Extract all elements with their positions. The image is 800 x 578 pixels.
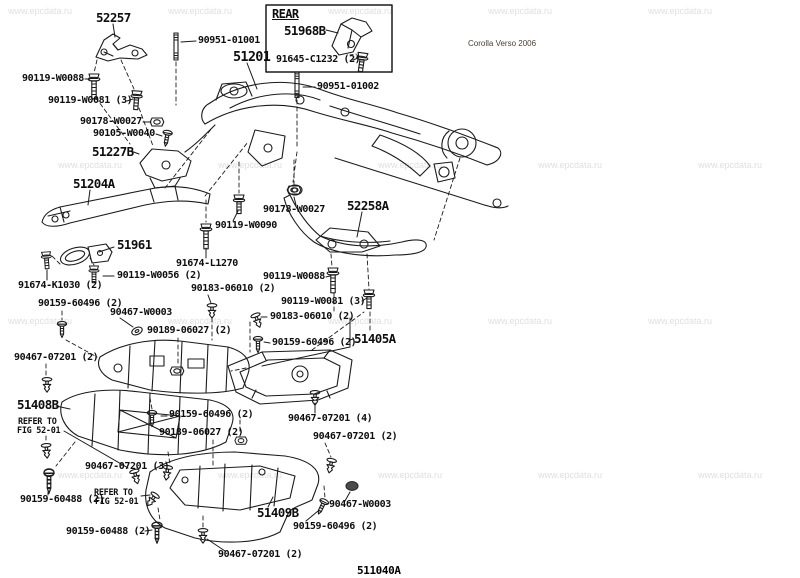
part-label-90119-w0056: 90119-W0056 (2) — [117, 270, 202, 281]
watermark-text: www.epcdata.ru — [698, 160, 763, 170]
part-label-52257: 52257 — [96, 10, 131, 25]
bolt-90119-w0088-2-icon — [327, 268, 339, 293]
part-label-51405a: 51405A — [354, 331, 396, 346]
watermark-text: www.epcdata.ru — [328, 316, 393, 326]
part-label-90467-07201-3: 90467-07201 (3) — [85, 461, 170, 472]
part-label-90178-w0027: 90178-W0027 — [80, 116, 142, 127]
watermark-text: www.epcdata.ru — [538, 160, 603, 170]
vehicle-model-note: Corolla Verso 2006 — [468, 39, 537, 48]
part-label-51961: 51961 — [117, 237, 152, 252]
part-label-51227b: 51227B — [92, 144, 134, 159]
clip-90467-07201-5-icon — [198, 529, 208, 544]
watermark-text: www.epcdata.ru — [488, 316, 553, 326]
part-label-51204a: 51204A — [73, 176, 115, 191]
part-label-90467-07201: 90467-07201 (2) — [14, 352, 99, 363]
part-label-52258a: 52258A — [347, 198, 389, 213]
screw-90105-w0040-icon — [161, 130, 173, 147]
part-label-51408b: 51408B — [17, 397, 59, 412]
part-label-90183-06010: 90183-06010 (2) — [191, 283, 276, 294]
watermark-text: www.epcdata.ru — [378, 470, 443, 480]
nut-90189-06027-2-icon — [235, 437, 247, 444]
part-label-90189-06027: 90189-06027 (2) — [147, 325, 232, 336]
part-label-90159-60496-3: 90159-60496 (2) — [169, 409, 254, 420]
watermark-text: www.epcdata.ru — [168, 316, 233, 326]
part-label-51201: 51201 — [233, 49, 271, 65]
brace-51204a-art — [42, 186, 210, 226]
part-label-90467-w0003: 90467-W0003 — [110, 307, 172, 318]
part-label-90467-07201-5: 90467-07201 (2) — [218, 549, 303, 560]
refer-note2-line2: FIG 52-01 — [95, 497, 139, 507]
part-label-51409b: 51409B — [257, 505, 299, 520]
part-label-90467-w0003-2: 90467-W0003 — [329, 499, 391, 510]
stud-90951-01002-icon — [295, 72, 299, 98]
clip-bottom-left-icon — [41, 443, 52, 458]
part-label-90159-60488: 90159-60488 (2) — [20, 494, 105, 505]
screw-90159-60496-4-icon — [314, 498, 329, 516]
part-label-90119-w0081: 90119-W0081 (3) — [48, 95, 133, 106]
watermark-text: www.epcdata.ru — [488, 6, 553, 16]
bolt-90119-w0090-icon — [233, 195, 244, 214]
watermark-text: www.epcdata.ru — [648, 316, 713, 326]
watermark-text: www.epcdata.ru — [218, 160, 283, 170]
part-label-90119-w0088-2: 90119-W0088 — [263, 271, 325, 282]
watermark-text: www.epcdata.ru — [648, 6, 713, 16]
watermark-text: www.epcdata.ru — [218, 470, 283, 480]
watermark-text: www.epcdata.ru — [378, 160, 443, 170]
part-label-90159-60496: 90159-60496 (2) — [38, 298, 123, 309]
watermark-text: www.epcdata.ru — [58, 470, 123, 480]
part-label-90951-01001: 90951-01001 — [198, 35, 260, 46]
rear-inset-title: REAR — [272, 7, 299, 21]
watermark-text: www.epcdata.ru — [168, 6, 233, 16]
part-label-90183-06010-2: 90183-06010 (2) — [270, 311, 355, 322]
figure-code: 511040A — [357, 564, 401, 577]
bolt-91674-l1270-icon — [200, 224, 212, 249]
watermark-text: www.epcdata.ru — [538, 470, 603, 480]
watermark-text: www.epcdata.ru — [8, 316, 73, 326]
clip-90467-07201-icon — [42, 378, 52, 393]
bracket-52257-art — [96, 34, 147, 61]
nut-90178-w0027-icon — [150, 118, 164, 126]
watermark-text: www.epcdata.ru — [8, 6, 73, 16]
screw-90159-60488-icon — [44, 469, 54, 493]
part-label-91674-k1030: 91674-K1030 (2) — [18, 280, 103, 291]
part-label-90105-w0040: 90105-W0040 — [93, 128, 155, 139]
refer-note2-line1: REFER TO — [94, 488, 133, 498]
part-label-90159-60496-4: 90159-60496 (2) — [293, 521, 378, 532]
crossmember-51201-art — [185, 82, 508, 208]
clip-90183-06010-icon — [207, 304, 217, 319]
part-label-90951-01002: 90951-01002 — [317, 81, 379, 92]
screw-90159-60496-icon — [57, 321, 66, 337]
part-label-90159-60488-2: 90159-60488 (2) — [66, 526, 151, 537]
watermark-text: www.epcdata.ru — [698, 470, 763, 480]
screw-90159-60496-2-icon — [253, 336, 262, 352]
part-label-90467-07201-2: 90467-07201 (2) — [313, 431, 398, 442]
part-label-90119-w0088: 90119-W0088 — [22, 73, 84, 84]
refer-note-line1: REFER TO — [18, 417, 57, 427]
part-label-90119-w0090: 90119-W0090 — [215, 220, 277, 231]
part-label-91674-l1270: 91674-L1270 — [176, 258, 238, 269]
part-label-91645-c1232: 91645-C1232 (2) — [276, 54, 361, 65]
part-label-90189-06027-2: 90189-06027 (2) — [159, 427, 244, 438]
part-label-90119-w0081-2: 90119-W0081 (3) — [281, 296, 366, 307]
clip-90183-06010-2-icon — [250, 312, 264, 329]
screw-90159-60488-2-icon — [152, 522, 162, 543]
clip-90467-07201-2-icon — [324, 458, 336, 474]
stud-90951-01001-icon — [174, 33, 178, 60]
hook-51961-art — [58, 244, 112, 268]
part-label-51968b: 51968B — [284, 23, 326, 38]
part-label-90159-60496-2: 90159-60496 (2) — [272, 337, 357, 348]
bracket-51227b-art — [140, 149, 191, 188]
clip-refer-fig5201-2-icon — [144, 491, 160, 508]
watermark-text: www.epcdata.ru — [58, 160, 123, 170]
nut-90189-06027-icon — [170, 367, 184, 375]
part-label-90467-07201-4: 90467-07201 (4) — [288, 413, 373, 424]
arm-52258a-art — [284, 185, 426, 256]
refer-note-line2: FIG 52-01 — [17, 426, 61, 436]
grommet-90467-w0003-icon — [346, 482, 358, 491]
watermark-text: www.epcdata.ru — [328, 6, 393, 16]
part-label-90178-w0027-2: 90178-W0027 — [263, 204, 325, 215]
